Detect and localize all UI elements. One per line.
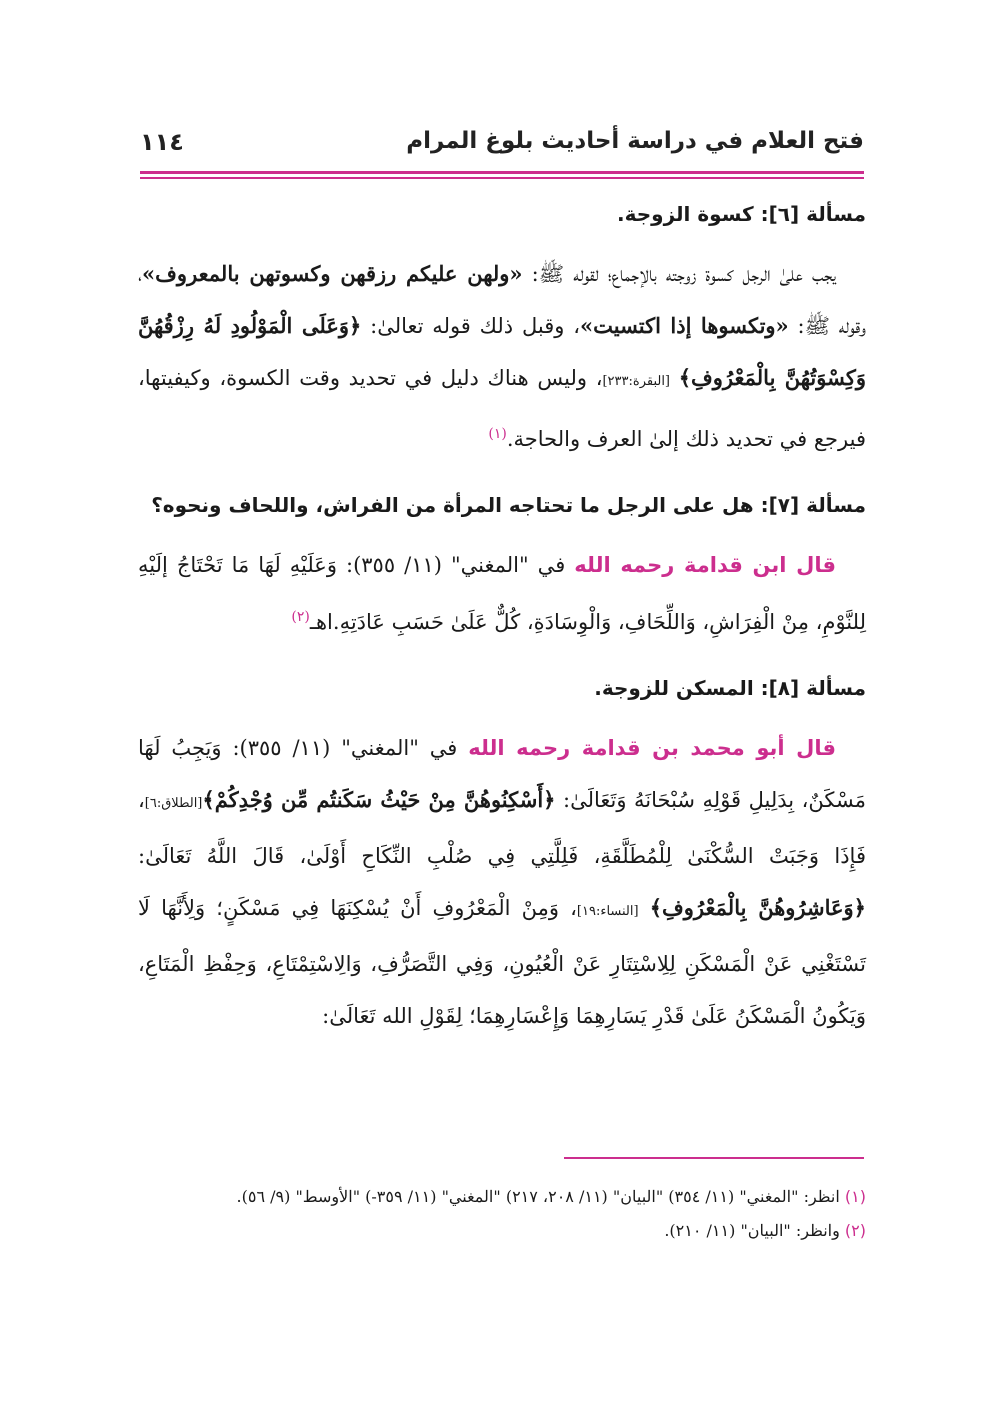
- page-header: [140, 118, 864, 168]
- hadith-quote: «ولهن عليكم رزقهن وكسوتهن بالمعروف»: [142, 261, 523, 286]
- quran-verse: ﴿أَسْكِنُوهُنَّ مِنْ حَيْثُ سَكَنتُم مِّن وُجْدِكُمْ﴾: [202, 787, 556, 812]
- footnote-marker[interactable]: (١): [488, 426, 507, 442]
- masala-title: المسكن للزوجة.: [594, 676, 754, 700]
- masala-label: مسألة [٦]:: [760, 202, 866, 226]
- footnote-2: [138, 1217, 866, 1245]
- masala-label: مسألة [٧]:: [760, 493, 866, 517]
- page-number: ١١٤: [140, 128, 184, 156]
- main-content: [138, 192, 866, 1042]
- speaker-name: قال أبو محمد بن قدامة رحمه الله: [468, 736, 836, 760]
- paragraph-clothing: يجب علىٰ الرجل كسوة زوجته بالإجماع؛ لقوله ﷺ: «ولهن عليكم رزقهن وكسوتهن بالمعروف»، وقوله ﷺ: «وتكسوها إذا اكتسيت»، وقبل ذلك قوله تعالىٰ: ﴿وَعَلَى الْمَوْلُودِ لَهُ رِزْقُهُنَّ وَكِسْوَتُهُنَّ بِالْمَعْرُوفِ﴾ [البقرة:٢٣٣]، وليس هناك دليل في تحديد وقت الكسوة، وكيفيتها، فيرجع في تحديد ذلك إلىٰ العرف والحاجة.$^{(١)}$: [138, 261, 866, 451]
- header-rule-thick: [140, 171, 864, 174]
- quran-verse: ﴿وَعَاشِرُوهُنَّ بِالْمَعْرُوفِ﴾: [649, 895, 866, 920]
- verse-reference: [النساء:١٩]: [576, 904, 639, 919]
- verse-reference: [البقرة:٢٣٣]: [602, 374, 671, 389]
- speaker-name: قال ابن قدامة رحمه الله: [574, 553, 836, 577]
- footnote-1: [138, 1183, 866, 1211]
- masala-6-heading: [138, 192, 866, 236]
- masala-title: كسوة الزوجة.: [617, 202, 754, 226]
- masala-title: هل على الرجل ما تحتاجه المرأة من الفراش، واللحاف ونحوه؟: [151, 493, 754, 517]
- running-title: فتح العلام في دراسة أحاديث بلوغ المرام: [406, 128, 864, 154]
- footnote-text: وانظر: "البيان" (١١/ ٢١٠).: [664, 1221, 845, 1240]
- footnote-separator: [564, 1157, 864, 1159]
- verse-reference: [الطلاق:٦]: [144, 796, 203, 811]
- paragraph-dwelling: قال أبو محمد بن قدامة رحمه الله في "المغني" (١١/ ٣٥٥): وَيَجِبُ لَهَا مَسْكَنٌ، بِدَلِيلِ قَوْلِهِ سُبْحَانَهُ وَتَعَالَىٰ: ﴿أَسْكِنُوهُنَّ مِنْ حَيْثُ سَكَنتُم مِّن وُجْدِكُمْ﴾[الطلاق:٦]، فَإِذَا وَجَبَتْ السُّكْنَىٰ لِلْمُطَلَّقَةِ، فَلِلَّتِي فِي صُلْبِ النِّكَاحِ أَوْلَىٰ، قَالَ اللَّهُ تَعَالَىٰ: ﴿وَعَاشِرُوهُنَّ بِالْمَعْرُوفِ﴾ [النساء:١٩]، وَمِنْ الْمَعْرُوفِ أَنْ يُسْكِنَهَا فِي مَسْكَنٍ؛ وَلِأَنَّهَا لَا تَسْتَغْنِي عَنْ الْمَسْكَنِ لِلِاسْتِتَارِ عَنْ الْعُيُونِ، وَفِي التَّصَرُّفِ، وَالِاسْتِمْتَاعِ، وَحِفْظِ الْمَتَاعِ، وَيَكُونُ الْمَسْكَنُ عَلَىٰ قَدْرِ يَسَارِهِمَا وَإِعْسَارِهِمَا؛ لِقَوْلِ الله تَعَالَىٰ:: [138, 736, 866, 1028]
- header-rule-thin: [140, 177, 864, 179]
- footnote-text: انظر: "المغني" (١١/ ٣٥٤) "البيان" (١١/ ٢٠٨، ٢١٧) "المغني" (١١/ ٣٥٩-) "الأوسط" (٩/ ٥٦).: [236, 1187, 845, 1206]
- footnotes: [138, 1183, 866, 1251]
- paragraph-bedding: قال ابن قدامة رحمه الله في "المغني" (١١/ ٣٥٥): وَعَلَيْهِ لَهَا مَا تَحْتَاجُ إلَيْهِ لِلنَّوْمِ، مِنْ الْفِرَاشِ، وَاللِّحَافِ، وَالْوِسَادَةِ، كُلٌّ عَلَىٰ حَسَبِ عَادَتِهِ.اهـ$^{(٢)}$: [138, 553, 866, 634]
- quran-verse: ﴿وَعَلَى الْمَوْلُودِ لَهُ رِزْقُهُنَّ وَكِسْوَتُهُنَّ بِالْمَعْرُوفِ﴾: [138, 313, 866, 390]
- footnote-number: (١): [844, 1187, 866, 1206]
- masala-8-heading: [138, 666, 866, 710]
- masala-7-heading: [138, 483, 866, 527]
- masala-label: مسألة [٨]:: [760, 676, 866, 700]
- footnote-number: (٢): [844, 1221, 866, 1240]
- footnote-marker[interactable]: (٢): [291, 609, 310, 625]
- hadith-quote: «وتكسوها إذا اكتسيت»: [579, 313, 789, 338]
